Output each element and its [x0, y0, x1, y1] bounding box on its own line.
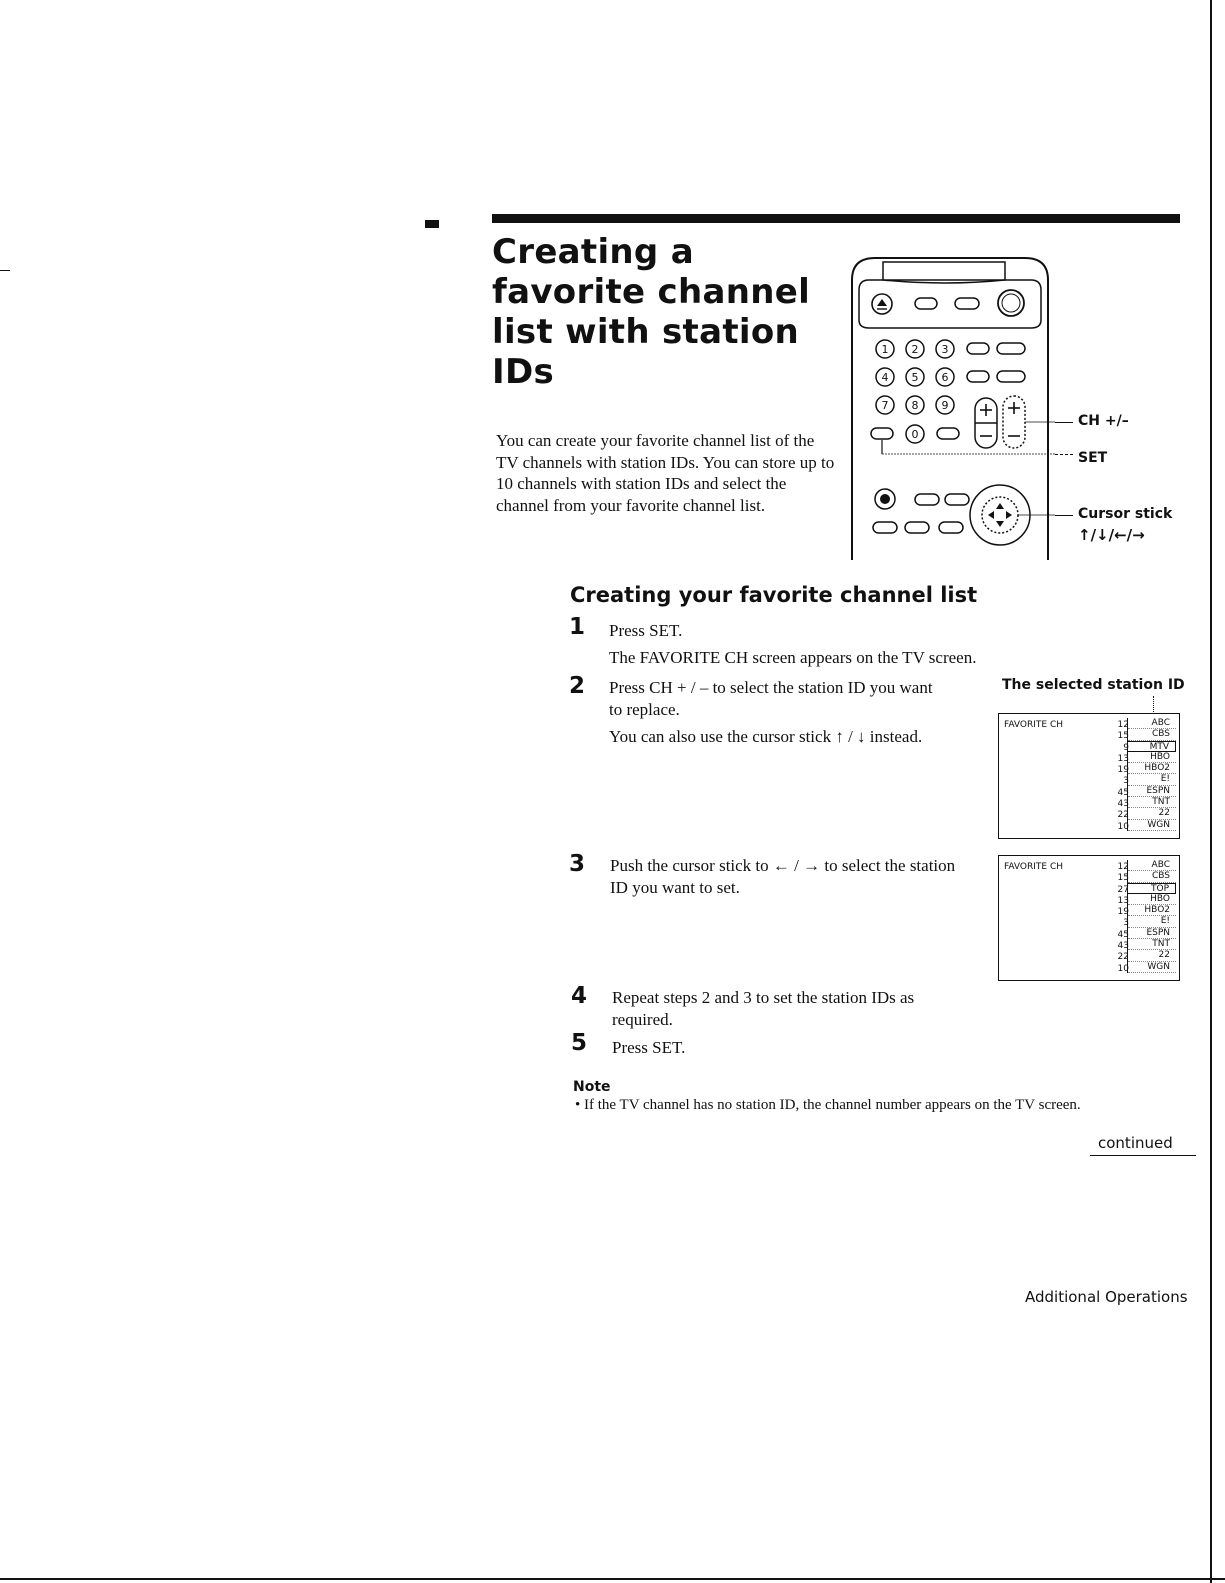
step-2-sub: You can also use the cursor stick ↑ / ↓ instead. — [609, 727, 923, 746]
channel-number: 22 — [1117, 952, 1129, 963]
number-key-9: 9 — [941, 399, 949, 412]
station-id: TNT — [1128, 797, 1176, 808]
station-id: HBO2 — [1128, 905, 1176, 916]
step-2-number: 2 — [569, 673, 586, 699]
step-1-sub: The FAVORITE CH screen appears on the TV screen. — [609, 648, 977, 667]
title-line-2: favorite channel — [492, 272, 811, 312]
margin-mark — [425, 220, 439, 228]
channel-number: 27 — [1117, 884, 1129, 895]
caption-leader — [1153, 696, 1154, 714]
number-key-3: 3 — [941, 343, 949, 356]
channel-number: 13 — [1117, 753, 1129, 764]
cursor-stick-arrows — [988, 503, 1012, 527]
step-5-number: 5 — [571, 1030, 588, 1056]
channel-number: 10 — [1117, 821, 1129, 832]
channel-number: 45 — [1117, 929, 1129, 940]
eject-icon — [872, 294, 892, 314]
channel-number: 3 — [1123, 918, 1129, 929]
number-key-4: 4 — [881, 371, 889, 384]
step-3-text: Push the cursor stick to ← / → to select the station ID you want to set. — [610, 856, 956, 897]
station-id: 22 — [1128, 808, 1176, 819]
station-id: CBS — [1128, 871, 1176, 882]
channel-number: 13 — [1117, 895, 1129, 906]
channel-number: 43 — [1117, 941, 1129, 952]
screen-2-channels — [1109, 862, 1129, 975]
screen-1-ids — [1127, 718, 1176, 831]
step-3-number: 3 — [569, 851, 586, 877]
continued-rule — [1090, 1155, 1196, 1156]
channel-number: 3 — [1123, 776, 1129, 787]
station-id: HBO2 — [1128, 763, 1176, 774]
channel-number: 45 — [1117, 787, 1129, 798]
continued-label: continued — [1098, 1134, 1173, 1152]
page-title — [492, 232, 822, 392]
note-label: Note — [573, 1079, 611, 1095]
step-1-text: Press SET. — [609, 621, 683, 640]
station-id: ESPN — [1128, 928, 1176, 939]
number-key-8: 8 — [911, 399, 919, 412]
number-key-1: 1 — [881, 343, 889, 356]
step-1-number: 1 — [569, 614, 586, 640]
number-key-6: 6 — [941, 371, 949, 384]
station-id: E! — [1128, 774, 1176, 785]
station-id: WGN — [1128, 962, 1176, 973]
selected-station-id: TOP — [1127, 883, 1176, 894]
cursor-leader — [1055, 515, 1073, 516]
channel-number: 19 — [1117, 765, 1129, 776]
remote-illustration — [845, 250, 1055, 560]
station-id: HBO — [1128, 894, 1176, 905]
station-id: CBS — [1128, 729, 1176, 740]
station-id: TNT — [1128, 939, 1176, 950]
screen-1-channels — [1109, 720, 1129, 833]
station-id: 22 — [1128, 950, 1176, 961]
station-id: ABC — [1128, 860, 1176, 871]
favorite-ch-screen-1 — [998, 713, 1180, 839]
number-key-2: 2 — [911, 343, 919, 356]
title-line-4: IDs — [492, 352, 555, 392]
set-label: SET — [1078, 450, 1108, 466]
footer-section-name: Additional Operations — [1025, 1288, 1188, 1306]
number-key-7: 7 — [881, 399, 889, 412]
channel-number: 12 — [1117, 862, 1129, 872]
number-key-0: 0 — [911, 428, 919, 441]
top-rule — [492, 214, 1180, 223]
channel-number: 9 — [1123, 742, 1129, 753]
selected-station-id: MTV — [1127, 741, 1176, 752]
station-id: WGN — [1128, 820, 1176, 831]
bottom-edge-line — [0, 1578, 1225, 1580]
step-5-text: Press SET. — [612, 1038, 686, 1057]
station-id: HBO — [1128, 752, 1176, 763]
cursor-arrows-label: ↑/↓/←/→ — [1078, 526, 1145, 544]
ch-plus-minus-label: CH +/– — [1078, 413, 1129, 429]
channel-number: 15 — [1117, 731, 1129, 742]
screen-1-title: FAVORITE CH — [1004, 720, 1064, 730]
step-2-text: Press CH + / – to select the station ID you want to replace. — [609, 678, 933, 719]
channel-number: 10 — [1117, 963, 1129, 974]
step-4-text: Repeat steps 2 and 3 to set the station IDs as required. — [612, 988, 915, 1029]
title-line-1: Creating a — [492, 232, 694, 272]
intro-paragraph: You can create your favorite channel list of the TV channels with station IDs. You can store up to 10 channels with station IDs and select the channel from your favorite channel list. — [496, 431, 835, 515]
favorite-ch-screen-2 — [998, 855, 1180, 981]
screen-2-ids — [1127, 860, 1176, 973]
channel-number: 19 — [1117, 907, 1129, 918]
ch-leader — [1055, 422, 1073, 423]
set-leader — [1055, 454, 1073, 455]
screen-2-title: FAVORITE CH — [1004, 862, 1064, 872]
station-id: ESPN — [1128, 786, 1176, 797]
left-tick — [0, 270, 10, 271]
screen-caption: The selected station ID — [1002, 677, 1185, 693]
step-4-number: 4 — [571, 983, 588, 1009]
channel-number: 15 — [1117, 873, 1129, 884]
station-id: ABC — [1128, 718, 1176, 729]
right-edge-line — [1210, 0, 1212, 1583]
cursor-stick-label: Cursor stick — [1078, 506, 1173, 522]
section-heading: Creating your favorite channel list — [570, 583, 978, 607]
channel-number: 43 — [1117, 799, 1129, 810]
note-text: • If the TV channel has no station ID, the channel number appears on the TV screen. — [575, 1097, 1081, 1113]
title-line-3: list with station — [492, 312, 799, 352]
channel-number: 22 — [1117, 810, 1129, 821]
number-key-5: 5 — [911, 371, 919, 384]
station-id: E! — [1128, 916, 1176, 927]
channel-number: 12 — [1117, 720, 1129, 730]
